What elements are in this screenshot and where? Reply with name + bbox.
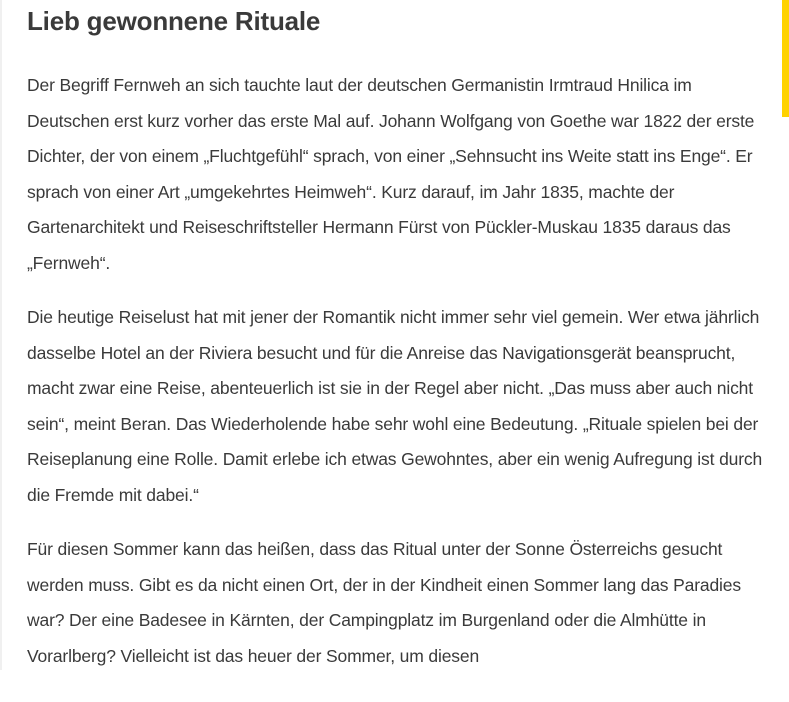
paragraph-2: Die heutige Reiselust hat mit jener der Romantik nicht immer sehr viel gemein. Wer etwa jährlich dasselbe Hotel an der Riviera besucht und für die Anreise das Navigationsgerät beansprucht, macht zwar eine Reise, abenteuerlich ist sie in der Regel aber nicht. „Das muss aber auch nicht sein“, meint Beran. Das Wiederholende habe sehr wohl eine Bedeutung. „Rituale spielen bei der Reiseplanung eine Rolle. Damit erlebe ich etwas Gewohntes, aber ein wenig Aufregung ist durch die Fremde mit dabei.“ — [27, 307, 763, 505]
section-heading: Lieb gewonnene Rituale — [27, 6, 321, 36]
accent-bar — [782, 0, 789, 117]
paragraph-1: Der Begriff Fernweh an sich tauchte laut der deutschen Germanistin Irmtraud Hnilica im Deutschen erst kurz vorher das erste Mal auf. Johann Wolfgang von Goethe war 1822 der erste Dichter, der von einem „Fluchtgefühl“ sprach, von einer „Sehnsucht ins Weite statt ins Enge“. Er sprach von einer Art „umgekehrtes Heimweh“. Kurz darauf, im Jahr 1835, machte der Gartenarchitekt und Reiseschriftsteller Hermann Fürst von Pückler-Muskau 1835 daraus das „Fernweh“. — [27, 75, 755, 273]
page-bottom-edge — [0, 670, 789, 702]
article-body — [27, 0, 767, 693]
article-text — [27, 68, 767, 674]
paragraph-3: Für diesen Sommer kann das heißen, dass das Ritual unter der Sonne Österreichs gesucht werden muss. Gibt es da nicht einen Ort, der in der Kindheit einen Sommer lang das Paradies war? Der eine Badesee in Kärnten, der Campingplatz im Burgenland oder die Almhütte in Vorarlberg? Vielleicht ist das heuer der Sommer, um diesen — [27, 539, 741, 666]
